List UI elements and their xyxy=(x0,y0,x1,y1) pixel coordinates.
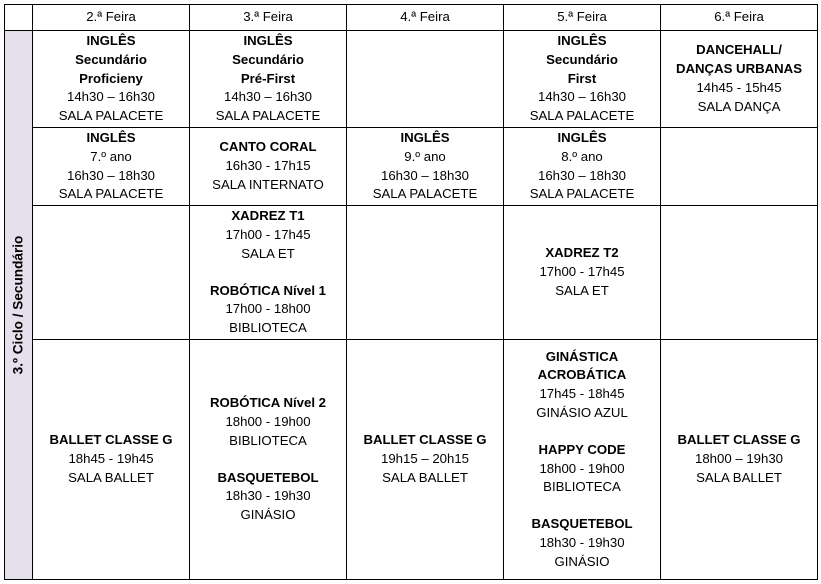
activity-name: Pré-First xyxy=(240,70,296,86)
activity-room: SALA PALACETE xyxy=(58,108,164,124)
activity-room: GINÁSIO xyxy=(554,553,610,569)
activity-time: 16h30 - 17h15 xyxy=(225,158,311,174)
schedule-cell xyxy=(504,340,661,580)
cell-content xyxy=(504,348,660,572)
corner-cell xyxy=(5,5,33,31)
schedule-cell xyxy=(347,206,504,340)
activity-room: BIBLIOTECA xyxy=(229,320,307,336)
activity-room: SALA PALACETE xyxy=(58,186,164,202)
schedule-cell xyxy=(190,206,347,340)
schedule-cell xyxy=(347,31,504,128)
activity-spacer xyxy=(504,497,660,515)
activity-name: XADREZ T2 xyxy=(545,245,619,261)
activity-name: HAPPY CODE xyxy=(538,441,626,457)
header-row xyxy=(5,5,818,31)
cell-content xyxy=(504,244,660,300)
activity-room: SALA ET xyxy=(555,282,609,298)
schedule-table xyxy=(4,4,818,580)
activity-name: Proficieny xyxy=(79,70,143,86)
activity-time: 16h30 – 18h30 xyxy=(380,167,469,183)
activity-time: 17h00 - 17h45 xyxy=(539,264,625,280)
cell-content xyxy=(190,394,346,525)
schedule-cell xyxy=(504,31,661,128)
activity-time: 17h45 - 18h45 xyxy=(539,386,625,402)
activity-spacer xyxy=(190,264,346,282)
activity-time: 18h00 - 19h00 xyxy=(225,413,311,429)
activity-room: SALA BALLET xyxy=(696,469,782,485)
activity-room: BIBLIOTECA xyxy=(229,432,307,448)
activity-name: INGLÊS xyxy=(243,33,293,48)
activity-name: Secundário xyxy=(75,51,147,67)
activity-grade: 7.º ano xyxy=(90,148,132,164)
activity-time: 16h30 – 18h30 xyxy=(537,167,626,183)
cell-content xyxy=(347,129,503,204)
schedule-body xyxy=(5,31,818,580)
activity-room: SALA BALLET xyxy=(68,469,154,485)
activity-name: ACROBÁTICA xyxy=(537,367,627,383)
cell-content xyxy=(347,431,503,487)
schedule-cell xyxy=(190,31,347,128)
cell-content xyxy=(504,32,660,126)
activity-name: BASQUETEBOL xyxy=(531,516,633,532)
activity-room: SALA DANÇA xyxy=(697,98,781,114)
activity-grade: 8.º ano xyxy=(561,148,603,164)
schedule-cell xyxy=(504,206,661,340)
day-header: 2.ª Feira xyxy=(33,5,190,31)
schedule-cell xyxy=(33,206,190,340)
activity-time: 14h30 – 16h30 xyxy=(537,89,626,105)
activity-room: SALA PALACETE xyxy=(529,186,635,202)
day-header: 5.ª Feira xyxy=(504,5,661,31)
schedule-cell xyxy=(190,340,347,580)
activity-name: BASQUETEBOL xyxy=(217,469,319,485)
activity-name: INGLÊS xyxy=(86,33,136,48)
schedule-row xyxy=(5,206,818,340)
activity-name: GINÁSTICA xyxy=(545,348,619,364)
side-label-cell xyxy=(5,31,33,580)
activity-name: BALLET CLASSE G xyxy=(363,432,487,448)
schedule-cell xyxy=(661,340,818,580)
activity-name: ROBÓTICA Nível 2 xyxy=(209,395,327,411)
activity-time: 19h15 – 20h15 xyxy=(380,451,469,467)
activity-name: INGLÊS xyxy=(400,129,450,145)
activity-name: DANÇAS URBANAS xyxy=(675,61,802,77)
schedule-row xyxy=(5,31,818,128)
activity-time: 14h30 – 16h30 xyxy=(66,89,155,105)
activity-time: 18h30 - 19h30 xyxy=(225,488,311,504)
schedule-row xyxy=(5,128,818,206)
schedule-cell xyxy=(33,128,190,206)
schedule-cell xyxy=(33,340,190,580)
activity-name: First xyxy=(567,70,597,86)
activity-name: ROBÓTICA Nível 1 xyxy=(209,282,327,298)
schedule-cell xyxy=(33,31,190,128)
cell-content xyxy=(190,207,346,338)
activity-time: 18h45 - 19h45 xyxy=(68,451,154,467)
cell-content xyxy=(33,431,189,487)
activity-name: INGLÊS xyxy=(557,129,607,145)
schedule-cell xyxy=(661,206,818,340)
activity-room: BIBLIOTECA xyxy=(543,479,621,495)
side-label: 3.º Ciclo / Secundário xyxy=(10,235,26,375)
schedule-cell xyxy=(661,128,818,206)
day-header: 3.ª Feira xyxy=(190,5,347,31)
schedule-cell xyxy=(190,128,347,206)
activity-room: GINÁSIO xyxy=(240,507,296,523)
day-header: 6.ª Feira xyxy=(661,5,818,31)
activity-room: SALA ET xyxy=(241,245,295,261)
cell-content xyxy=(33,32,189,126)
activity-time: 17h00 - 17h45 xyxy=(225,226,311,242)
activity-time: 18h00 - 19h00 xyxy=(539,460,625,476)
activity-name: BALLET CLASSE G xyxy=(49,432,173,448)
activity-room: SALA BALLET xyxy=(382,469,468,485)
cell-content xyxy=(661,431,817,487)
activity-name: DANCEHALL/ xyxy=(696,42,782,58)
day-header: 4.ª Feira xyxy=(347,5,504,31)
schedule-cell xyxy=(347,128,504,206)
schedule-cell xyxy=(347,340,504,580)
activity-time: 17h00 - 18h00 xyxy=(225,301,311,317)
activity-name: INGLÊS xyxy=(557,33,607,48)
activity-room: SALA INTERNATO xyxy=(212,176,324,192)
activity-name: XADREZ T1 xyxy=(231,208,305,224)
cell-content xyxy=(190,32,346,126)
activity-spacer xyxy=(190,451,346,469)
activity-name: BALLET CLASSE G xyxy=(677,432,801,448)
cell-content xyxy=(190,138,346,194)
activity-spacer xyxy=(504,423,660,441)
activity-name: Secundário xyxy=(546,51,618,67)
activity-time: 14h30 – 16h30 xyxy=(223,89,312,105)
cell-content xyxy=(33,129,189,204)
activity-room: SALA PALACETE xyxy=(372,186,478,202)
activity-room: GINÁSIO AZUL xyxy=(536,404,628,420)
activity-grade: 9.º ano xyxy=(404,148,446,164)
schedule-cell xyxy=(504,128,661,206)
activity-name: INGLÊS xyxy=(86,129,136,145)
activity-time: 14h45 - 15h45 xyxy=(696,80,782,95)
schedule-row xyxy=(5,340,818,580)
schedule-cell xyxy=(661,31,818,128)
activity-room: SALA PALACETE xyxy=(529,108,635,124)
cell-content xyxy=(661,41,817,116)
activity-name: CANTO CORAL xyxy=(219,139,317,155)
activity-room: SALA PALACETE xyxy=(215,108,321,124)
cell-content xyxy=(504,129,660,204)
activity-name: Secundário xyxy=(232,51,304,67)
activity-time: 18h00 – 19h30 xyxy=(694,451,783,467)
activity-time: 18h30 - 19h30 xyxy=(539,534,625,550)
activity-time: 16h30 – 18h30 xyxy=(66,167,155,183)
